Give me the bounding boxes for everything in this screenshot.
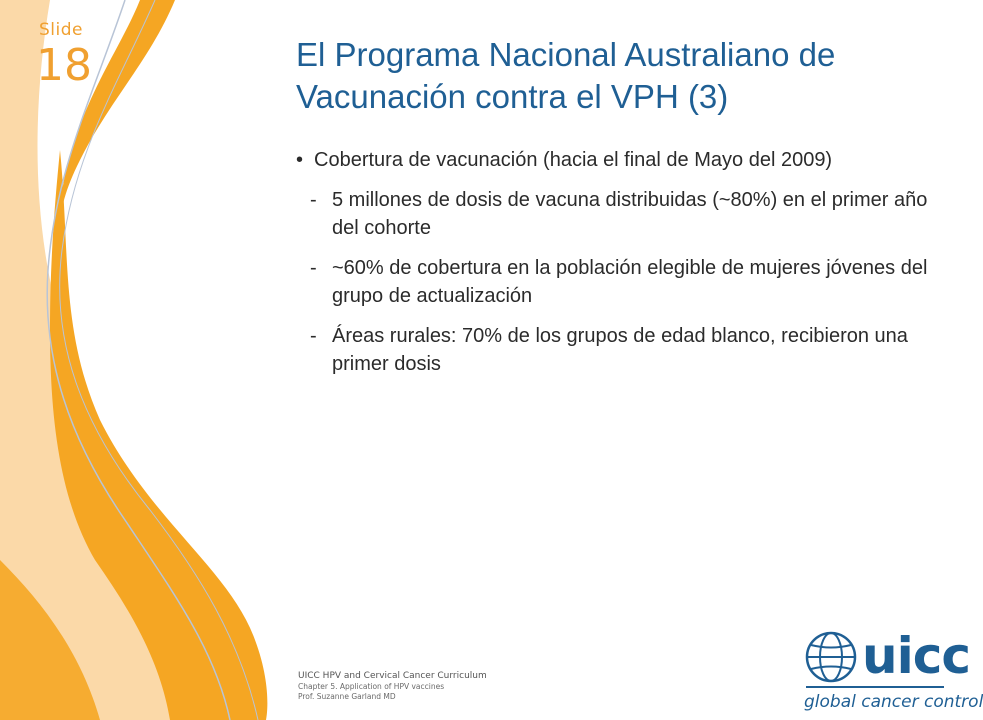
- slide-content: [296, 146, 936, 390]
- slide-number: 18: [36, 40, 92, 91]
- sub-item-marker: -: [310, 189, 317, 211]
- sub-item-text: 5 millones de dosis de vacuna distribuidas (~80%) en el primer año del cohorte: [332, 189, 928, 239]
- logo-divider: [806, 686, 944, 688]
- sub-item: [296, 322, 936, 378]
- bullet-marker: •: [296, 149, 304, 171]
- slide-title: El Programa Nacional Australiano de Vacunación contra el VPH (3): [296, 36, 836, 115]
- sub-item: [296, 186, 936, 242]
- footer-author: Prof. Suzanne Garland MD: [298, 692, 396, 701]
- logo-wordmark: uicc: [862, 627, 971, 685]
- bullet-item: [296, 146, 936, 174]
- slide-label: Slide: [39, 20, 83, 40]
- sub-item: [296, 254, 936, 310]
- sub-item-text: ~60% de cobertura en la población elegible de mujeres jóvenes del grupo de actualización: [332, 257, 928, 307]
- footer-curriculum: UICC HPV and Cervical Cancer Curriculum: [298, 671, 487, 681]
- globe-icon: [804, 630, 858, 684]
- sub-item-marker: -: [310, 257, 317, 279]
- sub-item-text: Áreas rurales: 70% de los grupos de edad blanco, recibieron una primer dosis: [332, 325, 908, 375]
- uicc-logo: [800, 622, 983, 717]
- footer-chapter: Chapter 5. Application of HPV vaccines: [298, 682, 445, 691]
- bullet-text: Cobertura de vacunación (hacia el final de Mayo del 2009): [314, 149, 833, 171]
- footer: [298, 670, 487, 702]
- sub-item-marker: -: [310, 325, 317, 347]
- logo-tagline: global cancer control: [804, 692, 983, 712]
